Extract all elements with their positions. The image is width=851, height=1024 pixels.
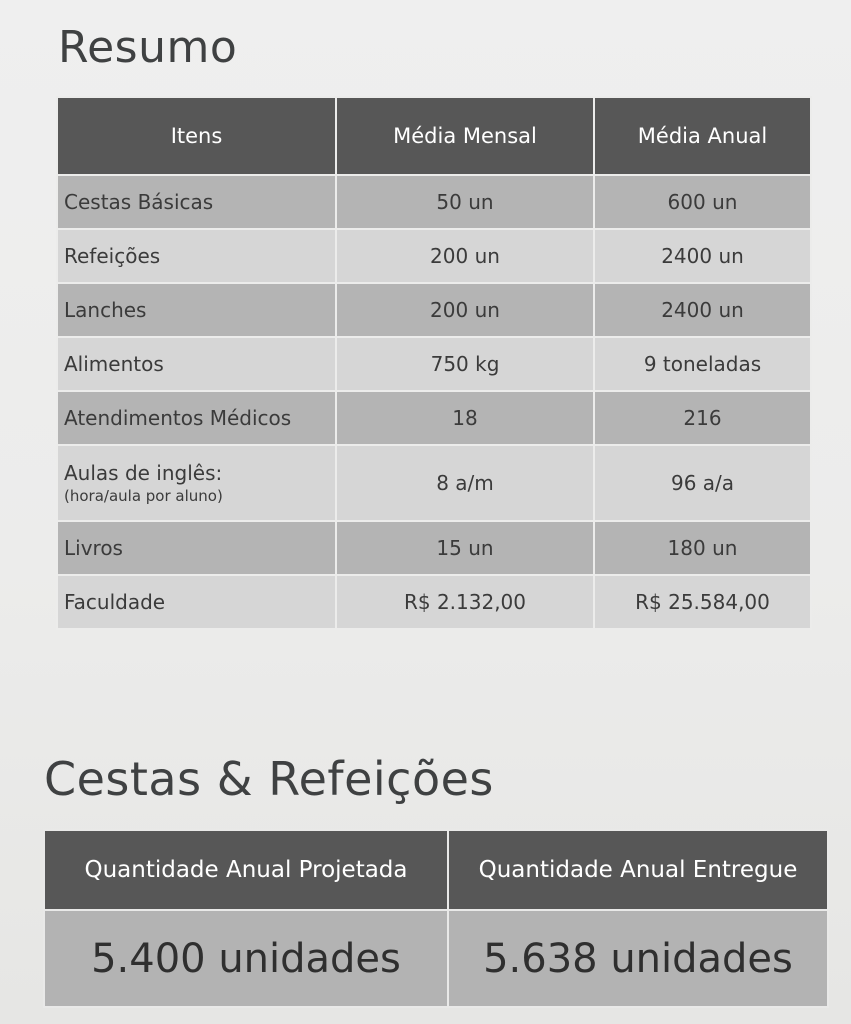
- annual-cell: 216: [594, 391, 811, 445]
- table-row: [57, 445, 811, 521]
- table-row: [57, 175, 811, 229]
- projetada-value: 5.400 unidades: [44, 910, 448, 1007]
- table-row: [57, 391, 811, 445]
- item-label: Alimentos: [64, 352, 164, 376]
- annual-cell: 600 un: [594, 175, 811, 229]
- totals-header-row: [44, 830, 828, 910]
- monthly-cell: 8 a/m: [336, 445, 594, 521]
- table-row: [57, 575, 811, 629]
- monthly-cell: 200 un: [336, 229, 594, 283]
- header-projetada: Quantidade Anual Projetada: [44, 830, 448, 910]
- item-label: Aulas de inglês:: [64, 461, 223, 485]
- monthly-cell: 18: [336, 391, 594, 445]
- cestas-title: Cestas & Refeições: [44, 752, 494, 806]
- annual-cell: R$ 25.584,00: [594, 575, 811, 629]
- item-cell: [57, 337, 336, 391]
- annual-cell: 2400 un: [594, 229, 811, 283]
- header-itens: Itens: [57, 97, 336, 175]
- table-row: [57, 337, 811, 391]
- annual-cell: 180 un: [594, 521, 811, 575]
- item-label: Atendimentos Médicos: [64, 406, 292, 430]
- monthly-cell: R$ 2.132,00: [336, 575, 594, 629]
- item-cell: [57, 283, 336, 337]
- item-label: Refeições: [64, 244, 161, 268]
- header-media-anual: Média Anual: [594, 97, 811, 175]
- item-cell: [57, 391, 336, 445]
- entregue-value: 5.638 unidades: [448, 910, 828, 1007]
- totals-value-row: [44, 910, 828, 1007]
- annual-cell: 9 toneladas: [594, 337, 811, 391]
- monthly-cell: 200 un: [336, 283, 594, 337]
- summary-header-row: [57, 97, 811, 175]
- item-label: Cestas Básicas: [64, 190, 214, 214]
- header-media-mensal: Média Mensal: [336, 97, 594, 175]
- table-row: [57, 283, 811, 337]
- item-cell: [57, 521, 336, 575]
- table-row: [57, 229, 811, 283]
- table-row: [57, 521, 811, 575]
- resumo-title: Resumo: [58, 22, 238, 73]
- item-label: Livros: [64, 536, 123, 560]
- item-cell: [57, 575, 336, 629]
- header-entregue: Quantidade Anual Entregue: [448, 830, 828, 910]
- summary-table: [56, 96, 812, 630]
- totals-table: [43, 829, 829, 1008]
- item-cell: [57, 229, 336, 283]
- item-cell: [57, 175, 336, 229]
- item-cell: [57, 445, 336, 521]
- monthly-cell: 15 un: [336, 521, 594, 575]
- monthly-cell: 50 un: [336, 175, 594, 229]
- monthly-cell: 750 kg: [336, 337, 594, 391]
- item-note: (hora/aula por aluno): [64, 487, 223, 505]
- item-label: Faculdade: [64, 590, 166, 614]
- item-label: Lanches: [64, 298, 147, 322]
- annual-cell: 2400 un: [594, 283, 811, 337]
- annual-cell: 96 a/a: [594, 445, 811, 521]
